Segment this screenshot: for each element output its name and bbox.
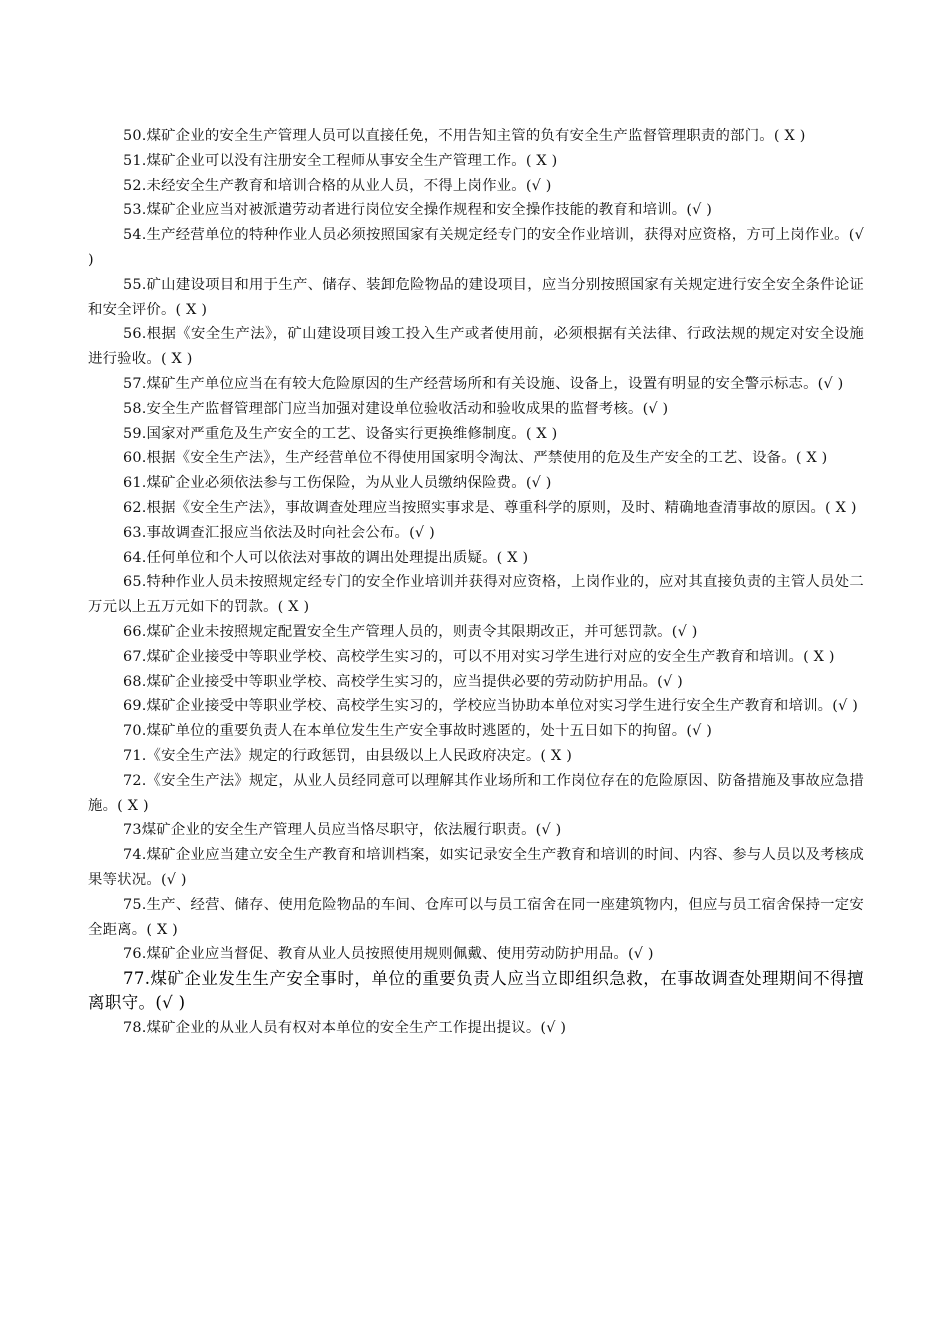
question-item-76: 76.煤矿企业应当督促、教育从业人员按照使用规则佩戴、使用劳动防护用品。(√ ): [123, 946, 654, 963]
document-page: [88, 124, 864, 1040]
question-item-68: 68.煤矿企业接受中等职业学校、高校学生实习的，应当提供必要的劳动防护用品。(√ ): [123, 673, 683, 690]
question-item-54: 54.生产经营单位的特种作业人员必须按照国家有关规定经专门的安全作业培训，获得对应资格，方可上岗作业。(√ ): [88, 227, 864, 268]
question-item-61: 61.煤矿企业必须依法参与工伤保险，为从业人员缴纳保险费。(√ ): [123, 475, 552, 492]
question-item-62: 62.根据《安全生产法》，事故调查处理应当按照实事求是、尊重科学的原则，及时、精确地查清事故的原因。( X ): [123, 499, 857, 516]
question-item-72: 72.《安全生产法》规定，从业人员经同意可以理解其作业场所和工作岗位存在的危险原因、防备措施及事故应急措施。( X ): [88, 772, 864, 814]
question-item-63: 63.事故调查汇报应当依法及时向社会公布。(√ ): [123, 524, 435, 541]
question-item-55: 55.矿山建设项目和用于生产、储存、装卸危险物品的建设项目，应当分别按照国家有关规定进行安全安全条件论证和安全评价。( X ): [88, 276, 864, 318]
question-item-77: 77.煤矿企业发生生产安全事时，单位的重要负责人应当立即组织急救，在事故调查处理期间不得擅离职守。(√ ): [88, 969, 864, 1013]
question-item-57: 57.煤矿生产单位应当在有较大危险原因的生产经营场所和有关设施、设备上，设置有明显的安全警示标志。(√ ): [123, 375, 844, 392]
question-item-53: 53.煤矿企业应当对被派遣劳动者进行岗位安全操作规程和安全操作技能的教育和培训。(√ ): [123, 202, 713, 219]
question-item-58: 58.安全生产监督管理部门应当加强对建设单位验收活动和验收成果的监督考核。(√ ): [123, 400, 669, 417]
question-item-60: 60.根据《安全生产法》，生产经营单位不得使用国家明令淘汰、严禁使用的危及生产安全的工艺、设备。( X ): [123, 450, 828, 467]
question-item-52: 52.未经安全生产教育和培训合格的从业人员，不得上岗作业。(√ ): [123, 177, 552, 194]
question-item-65: 65.特种作业人员未按照规定经专门的安全作业培训并获得对应资格，上岗作业的，应对其直接负责的主管人员处二万元以上五万元如下的罚款。( X ): [88, 574, 864, 616]
question-item-74: 74.煤矿企业应当建立安全生产教育和培训档案，如实记录安全生产教育和培训的时间、内容、参与人员以及考核成果等状况。(√ ): [88, 847, 864, 888]
question-item-50: 50.煤矿企业的安全生产管理人员可以直接任免，不用告知主管的负有安全生产监督管理职责的部门。( X ): [123, 128, 806, 144]
question-item-56: 56.根据《安全生产法》，矿山建设项目竣工投入生产或者使用前，必须根据有关法律、行政法规的规定对安全设施进行验收。( X ): [88, 326, 864, 368]
question-item-75: 75.生产、经营、储存、使用危险物品的车间、仓库可以与员工宿舍在同一座建筑物内，但应与员工宿舍保持一定安全距离。( X ): [88, 896, 864, 938]
question-item-78: 78.煤矿企业的从业人员有权对本单位的安全生产工作提出提议。(√ ): [123, 1019, 567, 1036]
question-item-69: 69.煤矿企业接受中等职业学校、高校学生实习的，学校应当协助本单位对实习学生进行安全生产教育和培训。(√ ): [123, 698, 859, 715]
question-item-71: 71.《安全生产法》规定的行政惩罚，由县级以上人民政府决定。( X ): [123, 747, 573, 764]
question-item-67: 67.煤矿企业接受中等职业学校、高校学生实习的，可以不用对实习学生进行对应的安全生产教育和培训。( X ): [123, 648, 835, 665]
question-item-51: 51.煤矿企业可以没有注册安全工程师从事安全生产管理工作。( X ): [123, 152, 558, 169]
question-item-70: 70.煤矿单位的重要负责人在本单位发生生产安全事故时逃匿的，处十五日如下的拘留。(√ ): [123, 723, 713, 740]
question-item-73: 73煤矿企业的安全生产管理人员应当恪尽职守，依法履行职责。(√ ): [123, 822, 562, 839]
question-item-59: 59.国家对严重危及生产安全的工艺、设备实行更换维修制度。( X ): [123, 425, 558, 442]
question-item-66: 66.煤矿企业未按照规定配置安全生产管理人员的，则责令其限期改正，并可惩罚款。(√ ): [123, 623, 698, 640]
question-item-64: 64.任何单位和个人可以依法对事故的调出处理提出质疑。( X ): [123, 549, 529, 566]
